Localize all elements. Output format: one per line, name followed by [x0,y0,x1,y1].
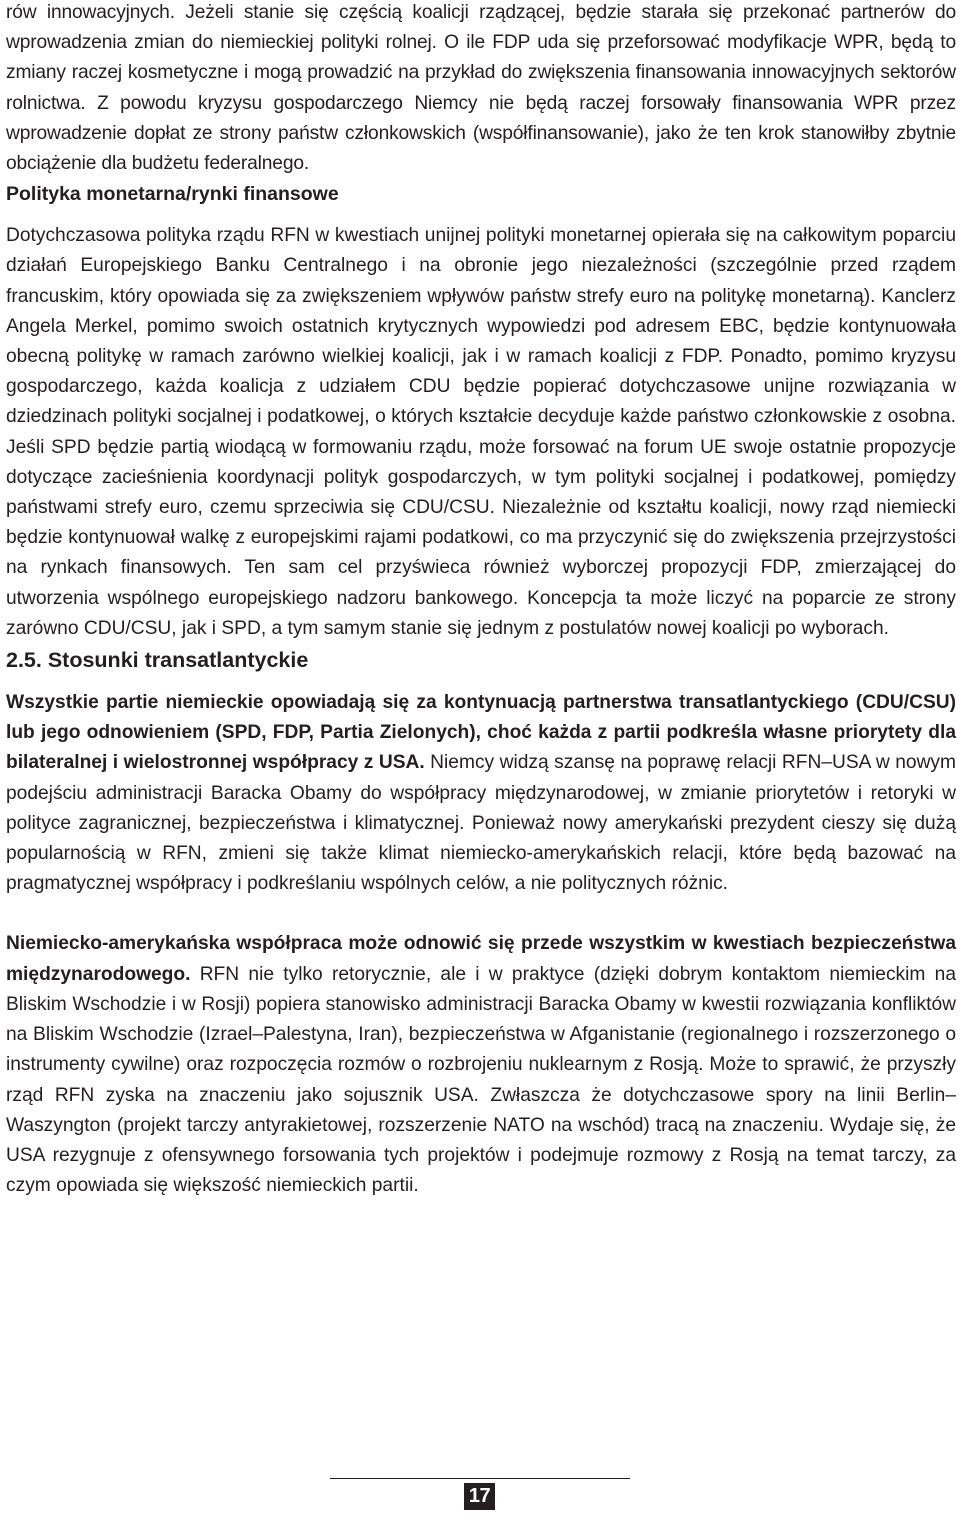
transatlantic-paragraph-2 [6,929,956,1201]
footer-rule [330,1478,630,1479]
transatlantic-paragraph-2-lead: Niemiecko-amerykańska współpraca może odnowić się przede wszystkim w kwestiach bezpieczeństwa międzynarodowego. [6,933,956,985]
transatlantic-paragraph-1-body: Niemcy widzą szansę na poprawę relacji RFN–USA w nowym podejściu administracji Baracka Obamy do współpracy międzynarodowej, w zmianie priorytetów i retoryki w polityce zagranicznej, bezpieczeństwa i klimatycznej. Ponieważ nowy amerykański prezydent cieszy się dużą popularnością w RFN, zmieni się także klimat niemiecko-amerykańskich relacji, które będą bazować na pragmatycznej współpracy i podkreślaniu wspólnych celów, a nie politycznych różnic. [6,752,956,895]
monetary-policy-paragraph: Dotychczasowa polityka rządu RFN w kwestiach unijnej polityki monetarnej opierała się na całkowitym poparciu działań Europejskiego Banku Centralnego i na obronie jego niezależności (szczególnie przed rządem francuskim, który opowiada się za zwiększeniem wpływów państw strefy euro na politykę monetarną). Kanclerz Angela Merkel, pomimo swoich ostatnich krytycznych wypowiedzi pod adresem EBC, będzie kontynuowała obecną politykę w ramach zarówno wielkiej koalicji, jak i w ramach koalicji z FDP. Ponadto, pomimo kryzysu gospodarczego, każda koalicja z udziałem CDU będzie popierać dotychczasowe unijne rozwiązania w dziedzinach polityki socjalnej i podatkowej, o których kształcie decyduje każde państwo członkowskie z osobna. Jeśli SPD będzie partią wiodącą w formowaniu rządu, może forsować na forum UE swoje ostatnie propozycje dotyczące zacieśnienia koordynacji polityk gospodarczych, w tym polityki socjalnej i podatkowej, pomiędzy państwami strefy euro, czemu sprzeciwia się CDU/CSU. Niezależnie od kształtu koalicji, nowy rząd niemiecki będzie kontynuował walkę z europejskimi rajami podatkowi, co ma przyczynić się do zwiększenia przejrzystości na rynkach finansowych. Ten sam cel przyświeca również wyborczej propozycji FDP, zmierzającej do utworzenia wspólnego europejskiego nadzoru bankowego. Koncepcja ta może liczyć na poparcie ze strony zarówno CDU/CSU, jak i SPD, a tym samym stanie się jednym z postulatów nowej koalicji po wyborach. [6,225,956,639]
transatlantic-paragraph-1 [6,688,956,899]
transatlantic-paragraph-2-body: RFN nie tylko retorycznie, ale i w praktyce (dzięki dobrym kontaktom niemieckim na Bliskim Wschodzie i w Rosji) popiera stanowisko administracji Baracka Obamy w kwestii rozwiązania konfliktów na Bliskim Wschodzie (Izrael–Palestyna, Iran), bezpieczeństwa w Afganistanie (regionalnego i rozszerzonego o instrumenty cywilne) oraz rozpoczęcia rozmów o rozbrojeniu nuklearnym z Rosją. Może to sprawić, że przyszły rząd RFN zyska na znaczeniu jako sojusznik USA. Zwłaszcza że dotychczasowe spory na linii Berlin–Waszyngton (projekt tarczy antyrakietowej, rozszerzenie NATO na wschód) tracą na znaczeniu. Wydaje się, że USA rezygnuje z ofensywnego forsowania tych projektów i podejmuje rozmowy z Rosją na temat tarczy, za czym opowiada się większość niemieckich partii. [6,963,956,1197]
page-number: 17 [464,1483,495,1510]
intro-paragraph: rów innowacyjnych. Jeżeli stanie się częścią koalicji rządzącej, będzie starała się przekonać partnerów do wprowadzenia zmian do niemieckiej polityki rolnej. O ile FDP uda się przeforsować modyfikacje WPR, będą to zmiany raczej kosmetyczne i mogą prowadzić na przykład do zwiększenia finansowania innowacyjnych sektorów rolnictwa. Z powodu kryzysu gospodarczego Niemcy nie będą raczej forsowały finansowania WPR przez wprowadzenie dopłat ze strony państw członkowskich (współfinansowanie), jako że ten krok stanowiłby zbytnie obciążenie dla budżetu federalnego. [6,2,956,175]
document-page [6,0,956,1201]
transatlantic-relations-heading: 2.5. Stosunki transatlantyckie [6,648,309,673]
monetary-policy-heading: Polityka monetarna/rynki finansowe [6,183,339,206]
transatlantic-paragraph-1-lead: Wszystkie partie niemieckie opowiadają się za kontynuacją partnerstwa transatlantyckiego (CDU/CSU) lub jego odnowieniem (SPD, FDP, Partia Zielonych), choć każda z partii podkreśla własne priorytety dla bilateralnej i wielostronnej współpracy z USA. [6,692,956,774]
